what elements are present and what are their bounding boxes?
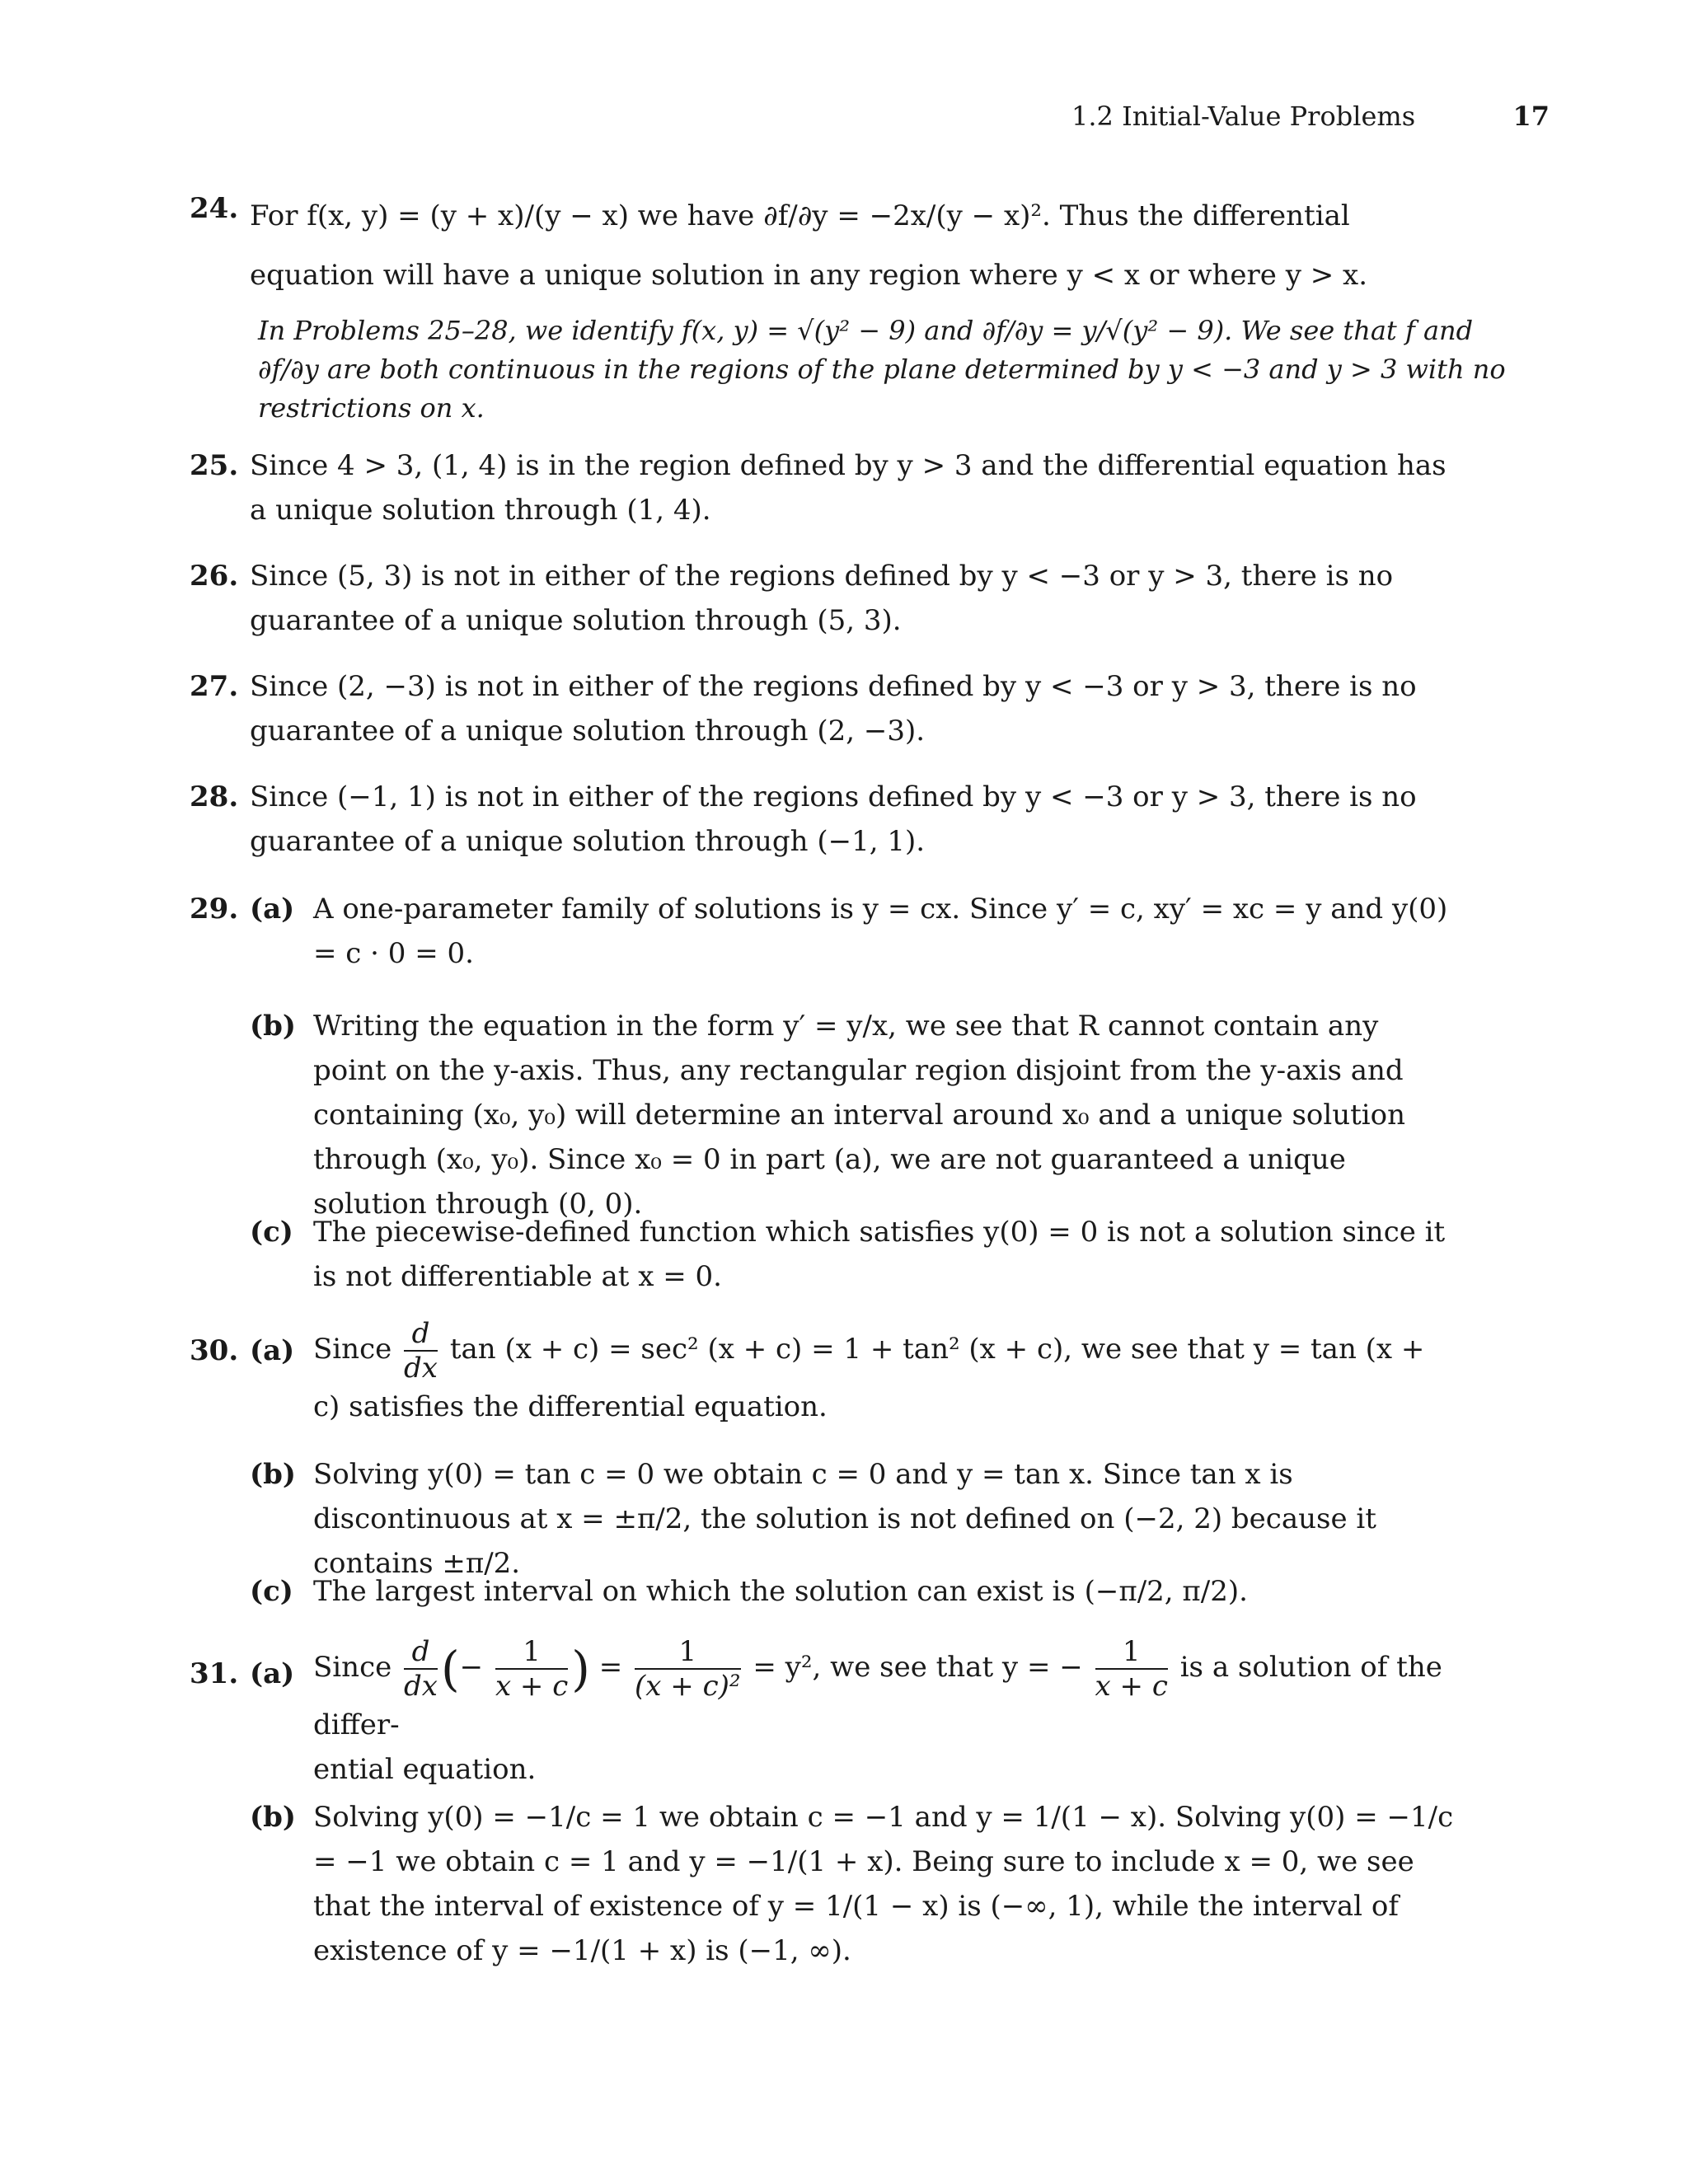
part-text: Solving y(0) = tan c = 0 we obtain c = 0 and y = tan x. Since tan x is discontinuous at x = ±π/2, the solution is not defined on (−2, 2) because it contains ±π/2. bbox=[313, 1458, 1376, 1580]
rhs-denominator: (x + c)² bbox=[635, 1670, 741, 1703]
derivative-numerator: d bbox=[404, 1635, 438, 1670]
problem-24 bbox=[190, 186, 1455, 305]
problem-29b bbox=[250, 1004, 1455, 1226]
problem-number: 24. bbox=[190, 192, 239, 225]
problem-30a bbox=[250, 1317, 1455, 1429]
problem-27 bbox=[190, 664, 1455, 753]
since-word: Since bbox=[313, 1333, 392, 1366]
left-paren: ( bbox=[441, 1641, 460, 1697]
inner-denominator: x + c bbox=[495, 1670, 569, 1703]
mid-text: = y², we see that y = − bbox=[753, 1651, 1083, 1684]
problem-28 bbox=[190, 775, 1455, 864]
problem-number: 29. bbox=[190, 893, 239, 926]
problem-29a bbox=[250, 887, 1455, 976]
derivative-denominator: dx bbox=[404, 1670, 438, 1703]
rhs-fraction bbox=[635, 1635, 740, 1703]
problem-number: 30. bbox=[190, 1334, 239, 1367]
problem-30b bbox=[250, 1452, 1455, 1586]
problem-29c bbox=[250, 1210, 1455, 1299]
part-label: (b) bbox=[250, 1010, 296, 1043]
problem-26 bbox=[190, 554, 1455, 643]
problems-25-28-note: In Problems 25–28, we identify f(x, y) = √(y² − 9) and ∂f/∂y = y/√(y² − 9). We see that f and ∂f/∂y are both continuous in the regions of the plane determined by y < −3 and y > 3 with no restrictions on x. bbox=[258, 315, 1506, 424]
part-label: (a) bbox=[250, 893, 295, 926]
part-label: (b) bbox=[250, 1458, 296, 1491]
part-label: (c) bbox=[250, 1216, 293, 1249]
part-text: The largest interval on which the solution can exist is (−π/2, π/2). bbox=[313, 1575, 1248, 1608]
part-text: Writing the equation in the form y′ = y/x, we see that R cannot contain any point on the y-axis. Thus, any rectangular region disjoint from the y-axis and containing (x₀, y₀) will determine an interval around x₀ and a unique solution through (x₀, y₀). Since x₀ = 0 in part (a), we are not guaranteed a unique solution through (0, 0). bbox=[313, 1010, 1406, 1221]
problem-31b bbox=[250, 1795, 1455, 1973]
solution-numerator: 1 bbox=[1095, 1635, 1168, 1670]
problem-30c bbox=[250, 1569, 1455, 1614]
derivative-operator bbox=[404, 1317, 438, 1385]
part-label: (b) bbox=[250, 1801, 296, 1834]
since-word: Since bbox=[313, 1651, 392, 1684]
problem-number: 26. bbox=[190, 560, 239, 593]
problem-31a bbox=[250, 1635, 1455, 1792]
post-text: is a solution of the differ- bbox=[313, 1651, 1442, 1741]
equals-sign: = bbox=[598, 1651, 623, 1684]
right-paren: ) bbox=[571, 1641, 590, 1697]
problem-number: 31. bbox=[190, 1657, 239, 1690]
problem-text: Since 4 > 3, (1, 4) is in the region defined by y > 3 and the differential equation has a unique solution through (1, 4). bbox=[250, 449, 1447, 527]
problem-text: Since (2, −3) is not in either of the regions defined by y < −3 or y > 3, there is no guarantee of a unique solution through (2, −3). bbox=[250, 670, 1417, 748]
inner-numerator: 1 bbox=[495, 1635, 568, 1670]
section-title: 1.2 Initial-Value Problems bbox=[1071, 101, 1416, 132]
part-text: Solving y(0) = −1/c = 1 we obtain c = −1 and y = 1/(1 − x). Solving y(0) = −1/c = −1 we obtain c = 1 and y = −1/(1 + x). Being sure to include x = 0, we see that the interval of existence of y = 1/(1 − x) is (−∞, 1), while the interval of existence of y = −1/(1 + x) is (−1, ∞). bbox=[313, 1801, 1454, 1967]
problem-text: For f(x, y) = (y + x)/(y − x) we have ∂f/∂y = −2x/(y − x)². Thus the differential equation will have a unique solution in any region where y < x or where y > x. bbox=[250, 199, 1368, 292]
part-label: (a) bbox=[250, 1657, 295, 1690]
derivative-denominator: dx bbox=[404, 1352, 438, 1385]
problem-text: Since (−1, 1) is not in either of the regions defined by y < −3 or y > 3, there is no guarantee of a unique solution through (−1, 1). bbox=[250, 780, 1417, 858]
continuation-text: ential equation. bbox=[313, 1753, 537, 1786]
minus-sign: − bbox=[459, 1651, 484, 1684]
solution-fraction bbox=[1095, 1635, 1168, 1703]
derivative-numerator: d bbox=[404, 1317, 438, 1352]
problem-number: 27. bbox=[190, 670, 239, 703]
problem-number: 25. bbox=[190, 449, 239, 482]
page-number: 17 bbox=[1512, 101, 1550, 132]
inner-fraction bbox=[495, 1635, 568, 1703]
part-text-rest: tan (x + c) = sec² (x + c) = 1 + tan² (x + c), we see that y = tan (x + c) satisfies the differential equation. bbox=[313, 1333, 1425, 1423]
part-text bbox=[313, 1635, 1455, 1792]
part-label: (a) bbox=[250, 1334, 295, 1367]
part-text bbox=[313, 1317, 1455, 1429]
part-text: A one-parameter family of solutions is y = cx. Since y′ = c, xy′ = xc = y and y(0) = c · 0 = 0. bbox=[313, 893, 1448, 970]
problem-number: 28. bbox=[190, 780, 239, 813]
derivative-operator bbox=[404, 1635, 438, 1703]
problem-text: Since (5, 3) is not in either of the regions defined by y < −3 or y > 3, there is no guarantee of a unique solution through (5, 3). bbox=[250, 560, 1394, 637]
solution-denominator: x + c bbox=[1095, 1670, 1168, 1703]
part-text: The piecewise-defined function which satisfies y(0) = 0 is not a solution since it is not differentiable at x = 0. bbox=[313, 1216, 1446, 1293]
part-label: (c) bbox=[250, 1575, 293, 1608]
rhs-numerator: 1 bbox=[635, 1635, 740, 1670]
problem-25 bbox=[190, 443, 1455, 532]
